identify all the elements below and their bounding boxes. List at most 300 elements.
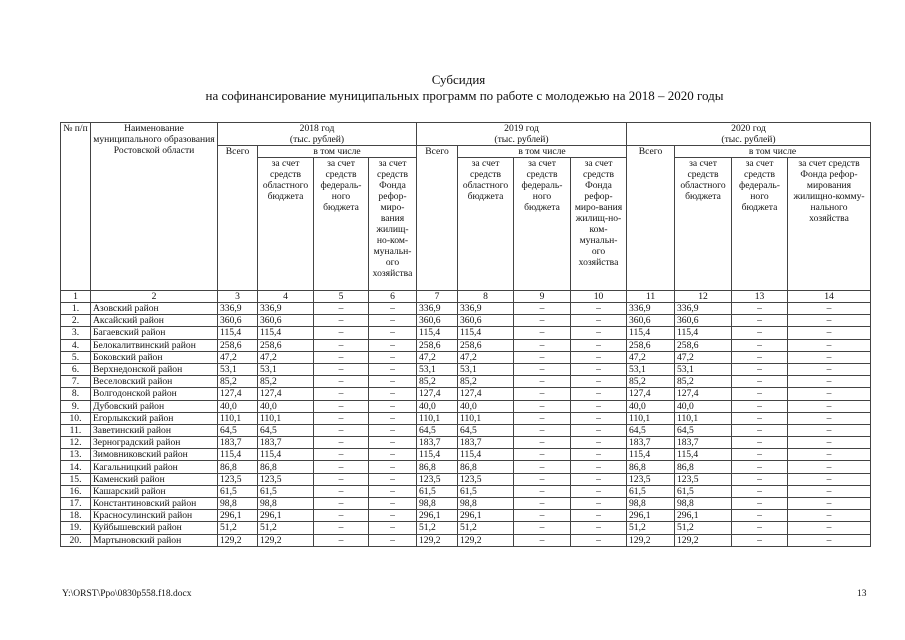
district-name: Кагальницкий район	[91, 461, 218, 473]
title-description: на софинансирование муниципальных программ по работе с молодежью на 2018 – 2020 годы	[205, 88, 724, 103]
table-row	[61, 534, 871, 546]
total-value: 258,6	[417, 339, 458, 351]
federal-budget-value: –	[514, 510, 571, 522]
district-name: Багаевский район	[91, 327, 218, 339]
federal-budget-value: –	[732, 400, 788, 412]
federal-budget-value: –	[514, 388, 571, 400]
total-value: 115,4	[417, 327, 458, 339]
table-row	[61, 424, 871, 436]
housing-fund-value: –	[369, 315, 417, 327]
regional-budget-value: 64,5	[258, 424, 314, 436]
total-value: 127,4	[417, 388, 458, 400]
housing-fund-value: –	[788, 303, 871, 315]
row-number: 2.	[61, 315, 91, 327]
table-row	[61, 351, 871, 363]
table-row	[61, 498, 871, 510]
federal-budget-value: –	[514, 303, 571, 315]
regional-budget-value: 115,4	[258, 327, 314, 339]
total-value: 98,8	[417, 498, 458, 510]
housing-fund-value: –	[571, 424, 627, 436]
total-value: 360,6	[417, 315, 458, 327]
header-regional-budget: за счет средств областного бюджета	[258, 158, 314, 291]
housing-fund-value: –	[369, 400, 417, 412]
total-value: 296,1	[417, 510, 458, 522]
regional-budget-value: 40,0	[458, 400, 514, 412]
page-number: 13	[857, 589, 867, 599]
total-value: 51,2	[218, 522, 258, 534]
regional-budget-value: 127,4	[258, 388, 314, 400]
total-value: 336,9	[627, 303, 675, 315]
housing-fund-value: –	[571, 522, 627, 534]
header-name: Наименование муниципального образования Ростовской области	[91, 123, 218, 291]
housing-fund-value: –	[788, 400, 871, 412]
header-year-2019	[417, 123, 627, 146]
housing-fund-value: –	[571, 437, 627, 449]
housing-fund-value: –	[571, 315, 627, 327]
federal-budget-value: –	[314, 363, 369, 375]
federal-budget-value: –	[732, 498, 788, 510]
federal-budget-value: –	[732, 351, 788, 363]
federal-budget-value: –	[314, 351, 369, 363]
regional-budget-value: 360,6	[458, 315, 514, 327]
federal-budget-value: –	[514, 400, 571, 412]
total-value: 86,8	[218, 461, 258, 473]
row-number: 4.	[61, 339, 91, 351]
federal-budget-value: –	[314, 510, 369, 522]
federal-budget-value: –	[514, 461, 571, 473]
regional-budget-value: 129,2	[258, 534, 314, 546]
regional-budget-value: 296,1	[675, 510, 732, 522]
federal-budget-value: –	[314, 412, 369, 424]
housing-fund-value: –	[571, 351, 627, 363]
total-value: 86,8	[417, 461, 458, 473]
housing-fund-value: –	[369, 424, 417, 436]
table-row	[61, 303, 871, 315]
housing-fund-value: –	[571, 388, 627, 400]
federal-budget-value: –	[732, 510, 788, 522]
total-value: 115,4	[417, 449, 458, 461]
housing-fund-value: –	[571, 327, 627, 339]
housing-fund-value: –	[788, 315, 871, 327]
regional-budget-value: 296,1	[458, 510, 514, 522]
total-value: 183,7	[417, 437, 458, 449]
column-number: 3	[218, 291, 258, 303]
total-value: 40,0	[218, 400, 258, 412]
regional-budget-value: 115,4	[458, 327, 514, 339]
housing-fund-value: –	[369, 473, 417, 485]
year-label: 2019 год	[504, 123, 539, 134]
regional-budget-value: 127,4	[675, 388, 732, 400]
total-value: 47,2	[417, 351, 458, 363]
housing-fund-value: –	[788, 376, 871, 388]
table-body	[61, 303, 871, 547]
row-number: 9.	[61, 400, 91, 412]
federal-budget-value: –	[732, 315, 788, 327]
total-value: 183,7	[627, 437, 675, 449]
total-value: 127,4	[218, 388, 258, 400]
header-federal-budget: за счет средств федераль-ного бюджета	[732, 158, 788, 291]
total-value: 123,5	[218, 473, 258, 485]
federal-budget-value: –	[514, 473, 571, 485]
column-number: 7	[417, 291, 458, 303]
housing-fund-value: –	[788, 424, 871, 436]
federal-budget-value: –	[314, 376, 369, 388]
federal-budget-value: –	[314, 437, 369, 449]
federal-budget-value: –	[314, 339, 369, 351]
federal-budget-value: –	[314, 388, 369, 400]
federal-budget-value: –	[514, 424, 571, 436]
header-housing-fund: за счет средств Фонда рефор-мирования жилищно-комму-нального хозяйства	[788, 158, 871, 291]
district-name: Куйбышевский район	[91, 522, 218, 534]
district-name: Верхнедонской район	[91, 363, 218, 375]
district-name: Константиновский район	[91, 498, 218, 510]
header-in-that: в том числе	[258, 146, 417, 158]
regional-budget-value: 51,2	[458, 522, 514, 534]
total-value: 123,5	[417, 473, 458, 485]
federal-budget-value: –	[314, 534, 369, 546]
row-number: 16.	[61, 485, 91, 497]
column-number: 1	[61, 291, 91, 303]
federal-budget-value: –	[732, 327, 788, 339]
row-number: 12.	[61, 437, 91, 449]
housing-fund-value: –	[788, 351, 871, 363]
housing-fund-value: –	[788, 412, 871, 424]
federal-budget-value: –	[314, 303, 369, 315]
federal-budget-value: –	[732, 437, 788, 449]
district-name: Волгодонской район	[91, 388, 218, 400]
district-name: Каменский район	[91, 473, 218, 485]
regional-budget-value: 360,6	[675, 315, 732, 327]
district-name: Боковский район	[91, 351, 218, 363]
regional-budget-value: 258,6	[258, 339, 314, 351]
table-row	[61, 522, 871, 534]
total-value: 115,4	[627, 327, 675, 339]
table-row	[61, 339, 871, 351]
header-in-that: в том числе	[675, 146, 871, 158]
district-name: Азовский район	[91, 303, 218, 315]
federal-budget-value: –	[514, 351, 571, 363]
housing-fund-value: –	[369, 510, 417, 522]
housing-fund-value: –	[369, 498, 417, 510]
regional-budget-value: 61,5	[675, 485, 732, 497]
row-number: 14.	[61, 461, 91, 473]
housing-fund-value: –	[571, 400, 627, 412]
regional-budget-value: 85,2	[458, 376, 514, 388]
row-number: 15.	[61, 473, 91, 485]
housing-fund-value: –	[369, 437, 417, 449]
federal-budget-value: –	[314, 315, 369, 327]
table-row	[61, 327, 871, 339]
federal-budget-value: –	[314, 522, 369, 534]
total-value: 115,4	[627, 449, 675, 461]
row-number: 17.	[61, 498, 91, 510]
column-number: 4	[258, 291, 314, 303]
table-row	[61, 473, 871, 485]
year-unit: (тыс. рублей)	[289, 134, 345, 145]
column-number: 8	[458, 291, 514, 303]
regional-budget-value: 115,4	[458, 449, 514, 461]
housing-fund-value: –	[788, 534, 871, 546]
total-value: 129,2	[218, 534, 258, 546]
housing-fund-value: –	[788, 388, 871, 400]
federal-budget-value: –	[514, 339, 571, 351]
district-name: Дубовский район	[91, 400, 218, 412]
total-value: 53,1	[417, 363, 458, 375]
district-name: Мартыновский район	[91, 534, 218, 546]
federal-budget-value: –	[514, 376, 571, 388]
column-number: 14	[788, 291, 871, 303]
regional-budget-value: 86,8	[675, 461, 732, 473]
regional-budget-value: 61,5	[258, 485, 314, 497]
federal-budget-value: –	[732, 485, 788, 497]
table-row	[61, 485, 871, 497]
housing-fund-value: –	[369, 522, 417, 534]
regional-budget-value: 336,9	[458, 303, 514, 315]
row-number: 6.	[61, 363, 91, 375]
housing-fund-value: –	[788, 339, 871, 351]
total-value: 296,1	[218, 510, 258, 522]
federal-budget-value: –	[732, 339, 788, 351]
regional-budget-value: 40,0	[258, 400, 314, 412]
year-unit: (тыс. рублей)	[721, 134, 776, 145]
housing-fund-value: –	[788, 461, 871, 473]
total-value: 51,2	[417, 522, 458, 534]
regional-budget-value: 86,8	[458, 461, 514, 473]
total-value: 98,8	[627, 498, 675, 510]
regional-budget-value: 115,4	[675, 449, 732, 461]
column-number: 10	[571, 291, 627, 303]
federal-budget-value: –	[732, 534, 788, 546]
total-value: 336,9	[417, 303, 458, 315]
total-value: 40,0	[627, 400, 675, 412]
federal-budget-value: –	[314, 485, 369, 497]
total-value: 127,4	[627, 388, 675, 400]
housing-fund-value: –	[571, 376, 627, 388]
housing-fund-value: –	[571, 498, 627, 510]
header-regional-budget: за счет средств областного бюджета	[675, 158, 732, 291]
footer-file-path: Y:\ORST\Ppo\0830p558.f18.docx	[62, 589, 192, 599]
federal-budget-value: –	[314, 498, 369, 510]
federal-budget-value: –	[732, 424, 788, 436]
housing-fund-value: –	[788, 473, 871, 485]
row-number: 8.	[61, 388, 91, 400]
row-number: 1.	[61, 303, 91, 315]
total-value: 51,2	[627, 522, 675, 534]
regional-budget-value: 110,1	[458, 412, 514, 424]
federal-budget-value: –	[514, 498, 571, 510]
column-number: 11	[627, 291, 675, 303]
regional-budget-value: 47,2	[258, 351, 314, 363]
total-value: 64,5	[417, 424, 458, 436]
housing-fund-value: –	[369, 485, 417, 497]
row-number: 11.	[61, 424, 91, 436]
header-federal-budget: за счет средств федераль-ного бюджета	[314, 158, 369, 291]
housing-fund-value: –	[788, 449, 871, 461]
column-numbers-row	[61, 291, 871, 303]
header-total: Всего	[218, 146, 258, 291]
housing-fund-value: –	[788, 510, 871, 522]
regional-budget-value: 129,2	[675, 534, 732, 546]
table-row	[61, 376, 871, 388]
regional-budget-value: 110,1	[675, 412, 732, 424]
table-row	[61, 461, 871, 473]
table-row	[61, 510, 871, 522]
column-number: 2	[91, 291, 218, 303]
regional-budget-value: 360,6	[258, 315, 314, 327]
regional-budget-value: 98,8	[675, 498, 732, 510]
regional-budget-value: 336,9	[258, 303, 314, 315]
row-number: 19.	[61, 522, 91, 534]
total-value: 115,4	[218, 327, 258, 339]
total-value: 47,2	[218, 351, 258, 363]
federal-budget-value: –	[732, 461, 788, 473]
district-name: Веселовский район	[91, 376, 218, 388]
regional-budget-value: 47,2	[675, 351, 732, 363]
regional-budget-value: 258,6	[458, 339, 514, 351]
federal-budget-value: –	[732, 412, 788, 424]
total-value: 61,5	[218, 485, 258, 497]
regional-budget-value: 183,7	[258, 437, 314, 449]
federal-budget-value: –	[732, 303, 788, 315]
federal-budget-value: –	[514, 327, 571, 339]
federal-budget-value: –	[314, 424, 369, 436]
housing-fund-value: –	[788, 327, 871, 339]
housing-fund-value: –	[571, 412, 627, 424]
header-year-2020	[627, 123, 871, 146]
federal-budget-value: –	[314, 461, 369, 473]
regional-budget-value: 258,6	[675, 339, 732, 351]
total-value: 47,2	[627, 351, 675, 363]
housing-fund-value: –	[571, 510, 627, 522]
header-housing-fund: за счет средств Фонда рефор-миро-вания жилищ-но-ком-мунальн-ого хозяйства	[369, 158, 417, 291]
housing-fund-value: –	[788, 522, 871, 534]
row-number: 10.	[61, 412, 91, 424]
district-name: Красносулинский район	[91, 510, 218, 522]
header-federal-budget: за счет средств федераль-ного бюджета	[514, 158, 571, 291]
year-label: 2018 год	[299, 123, 335, 134]
total-value: 336,9	[218, 303, 258, 315]
federal-budget-value: –	[514, 363, 571, 375]
regional-budget-value: 85,2	[675, 376, 732, 388]
federal-budget-value: –	[314, 473, 369, 485]
housing-fund-value: –	[369, 376, 417, 388]
table-row	[61, 315, 871, 327]
regional-budget-value: 98,8	[458, 498, 514, 510]
housing-fund-value: –	[571, 339, 627, 351]
total-value: 123,5	[627, 473, 675, 485]
housing-fund-value: –	[369, 388, 417, 400]
column-number: 9	[514, 291, 571, 303]
district-name: Заветинский район	[91, 424, 218, 436]
regional-budget-value: 64,5	[675, 424, 732, 436]
document-title	[0, 72, 905, 104]
regional-budget-value: 123,5	[675, 473, 732, 485]
housing-fund-value: –	[571, 473, 627, 485]
table-row	[61, 388, 871, 400]
district-name: Зерноградский район	[91, 437, 218, 449]
housing-fund-value: –	[571, 485, 627, 497]
column-number: 13	[732, 291, 788, 303]
table-row	[61, 437, 871, 449]
total-value: 98,8	[218, 498, 258, 510]
regional-budget-value: 123,5	[258, 473, 314, 485]
federal-budget-value: –	[732, 473, 788, 485]
table-row	[61, 412, 871, 424]
housing-fund-value: –	[369, 449, 417, 461]
housing-fund-value: –	[788, 498, 871, 510]
total-value: 85,2	[417, 376, 458, 388]
table-row	[61, 400, 871, 412]
federal-budget-value: –	[514, 412, 571, 424]
regional-budget-value: 115,4	[675, 327, 732, 339]
total-value: 64,5	[218, 424, 258, 436]
regional-budget-value: 336,9	[675, 303, 732, 315]
regional-budget-value: 53,1	[675, 363, 732, 375]
regional-budget-value: 61,5	[458, 485, 514, 497]
total-value: 183,7	[218, 437, 258, 449]
district-name: Аксайский район	[91, 315, 218, 327]
housing-fund-value: –	[369, 412, 417, 424]
regional-budget-value: 110,1	[258, 412, 314, 424]
regional-budget-value: 129,2	[458, 534, 514, 546]
regional-budget-value: 53,1	[258, 363, 314, 375]
federal-budget-value: –	[732, 449, 788, 461]
row-number: 18.	[61, 510, 91, 522]
housing-fund-value: –	[369, 339, 417, 351]
regional-budget-value: 47,2	[458, 351, 514, 363]
row-number: 5.	[61, 351, 91, 363]
housing-fund-value: –	[369, 327, 417, 339]
total-value: 258,6	[218, 339, 258, 351]
federal-budget-value: –	[732, 363, 788, 375]
federal-budget-value: –	[314, 327, 369, 339]
total-value: 110,1	[218, 412, 258, 424]
housing-fund-value: –	[571, 303, 627, 315]
total-value: 360,6	[627, 315, 675, 327]
total-value: 61,5	[417, 485, 458, 497]
total-value: 85,2	[218, 376, 258, 388]
regional-budget-value: 183,7	[675, 437, 732, 449]
housing-fund-value: –	[369, 461, 417, 473]
row-number: 13.	[61, 449, 91, 461]
federal-budget-value: –	[514, 522, 571, 534]
total-value: 61,5	[627, 485, 675, 497]
housing-fund-value: –	[369, 303, 417, 315]
total-value: 85,2	[627, 376, 675, 388]
header-total: Всего	[627, 146, 675, 291]
federal-budget-value: –	[514, 485, 571, 497]
housing-fund-value: –	[369, 363, 417, 375]
regional-budget-value: 123,5	[458, 473, 514, 485]
regional-budget-value: 51,2	[675, 522, 732, 534]
federal-budget-value: –	[732, 376, 788, 388]
column-number: 5	[314, 291, 369, 303]
total-value: 296,1	[627, 510, 675, 522]
regional-budget-value: 183,7	[458, 437, 514, 449]
total-value: 53,1	[218, 363, 258, 375]
total-value: 129,2	[417, 534, 458, 546]
subsidy-table	[60, 122, 871, 547]
regional-budget-value: 127,4	[458, 388, 514, 400]
table-row	[61, 449, 871, 461]
table-row	[61, 363, 871, 375]
district-name: Зимовниковский район	[91, 449, 218, 461]
total-value: 40,0	[417, 400, 458, 412]
regional-budget-value: 98,8	[258, 498, 314, 510]
regional-budget-value: 86,8	[258, 461, 314, 473]
row-number: 20.	[61, 534, 91, 546]
header-regional-budget: за счет средств областного бюджета	[458, 158, 514, 291]
